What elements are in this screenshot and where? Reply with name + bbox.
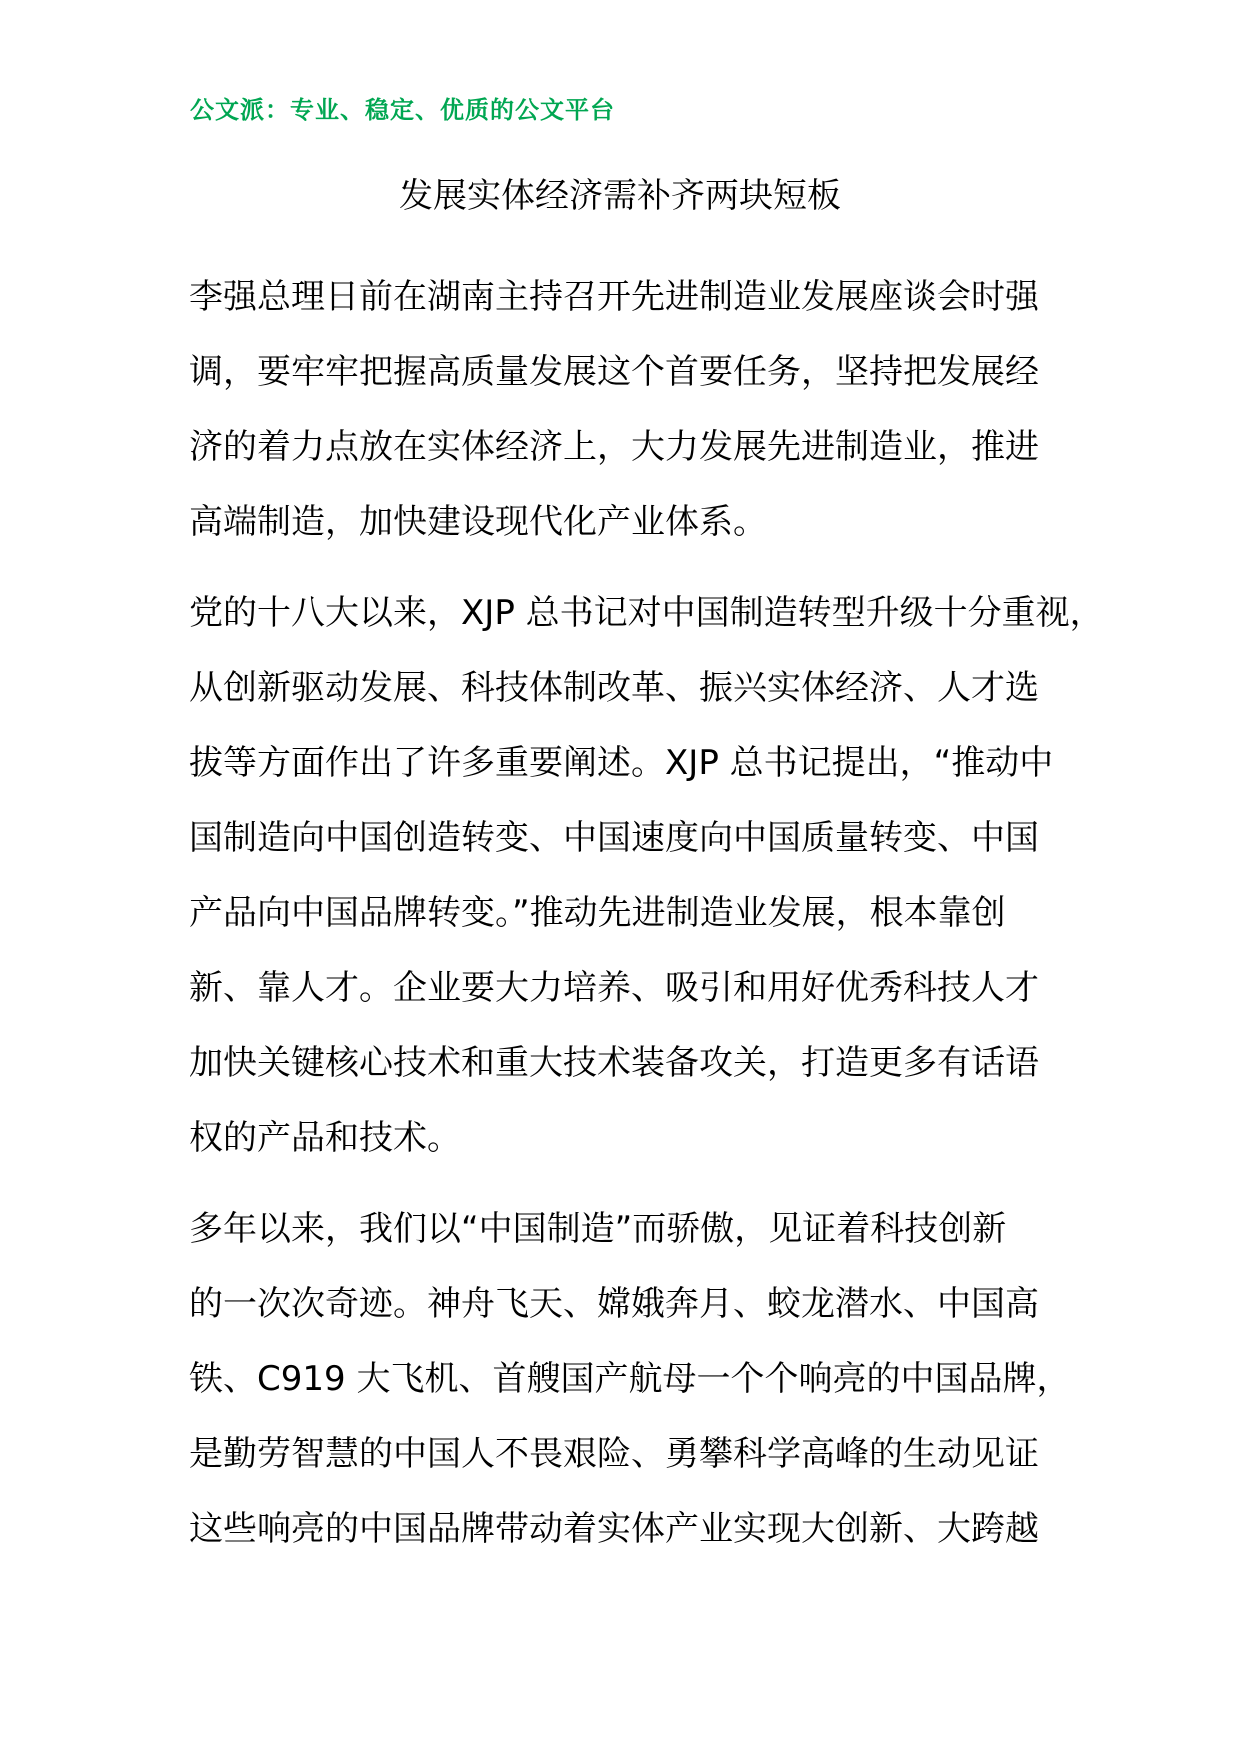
text-line: 李强总理日前在湖南主持召开先进制造业发展座谈会时强 [189,277,1039,317]
text-line: 是勤劳智慧的中国人不畏艰险、勇攀科学高峰的生动见证 [189,1434,1039,1474]
text-line: 拔等方面作出了许多重要阐述。XJP 总书记提出，“推动中 [189,743,1054,783]
site-header: 公文派：专业、稳定、优质的公文平台 [190,96,615,124]
document-title: 发展实体经济需补齐两块短板 [399,176,841,216]
text-line: 这些响亮的中国品牌带动着实体产业实现大创新、大跨越 [189,1509,1039,1549]
paragraph-3 [189,1192,1089,1567]
text-line: 多年以来，我们以“中国制造”而骄傲，见证着科技创新 [189,1209,1007,1249]
text-line: 产品向中国品牌转变。”推动先进制造业发展，根本靠创 [189,893,1006,933]
paragraph-1 [189,260,1089,560]
text-line: 国制造向中国创造转变、中国速度向中国质量转变、中国 [189,818,1039,858]
text-line: 调，要牢牢把握高质量发展这个首要任务，坚持把发展经 [189,352,1039,392]
text-line: 高端制造，加快建设现代化产业体系。 [189,502,767,542]
text-line: 济的着力点放在实体经济上，大力发展先进制造业，推进 [189,427,1039,467]
text-line: 加快关键核心技术和重大技术装备攻关，打造更多有话语 [189,1043,1039,1083]
document-body [189,260,1104,1583]
text-line: 从创新驱动发展、科技体制改革、振兴实体经济、人才选 [189,668,1039,708]
text-line: 权的产品和技术。 [189,1118,461,1158]
text-line: 铁、C919 大飞机、首艘国产航母一个个响亮的中国品牌， [189,1359,1071,1399]
paragraph-2 [189,576,1104,1176]
text-line: 的一次次奇迹。神舟飞天、嫦娥奔月、蛟龙潜水、中国高 [189,1284,1039,1324]
text-line: 党的十八大以来，XJP 总书记对中国制造转型升级十分重视， [189,593,1104,633]
text-line: 新、靠人才。企业要大力培养、吸引和用好优秀科技人才 [189,968,1039,1008]
